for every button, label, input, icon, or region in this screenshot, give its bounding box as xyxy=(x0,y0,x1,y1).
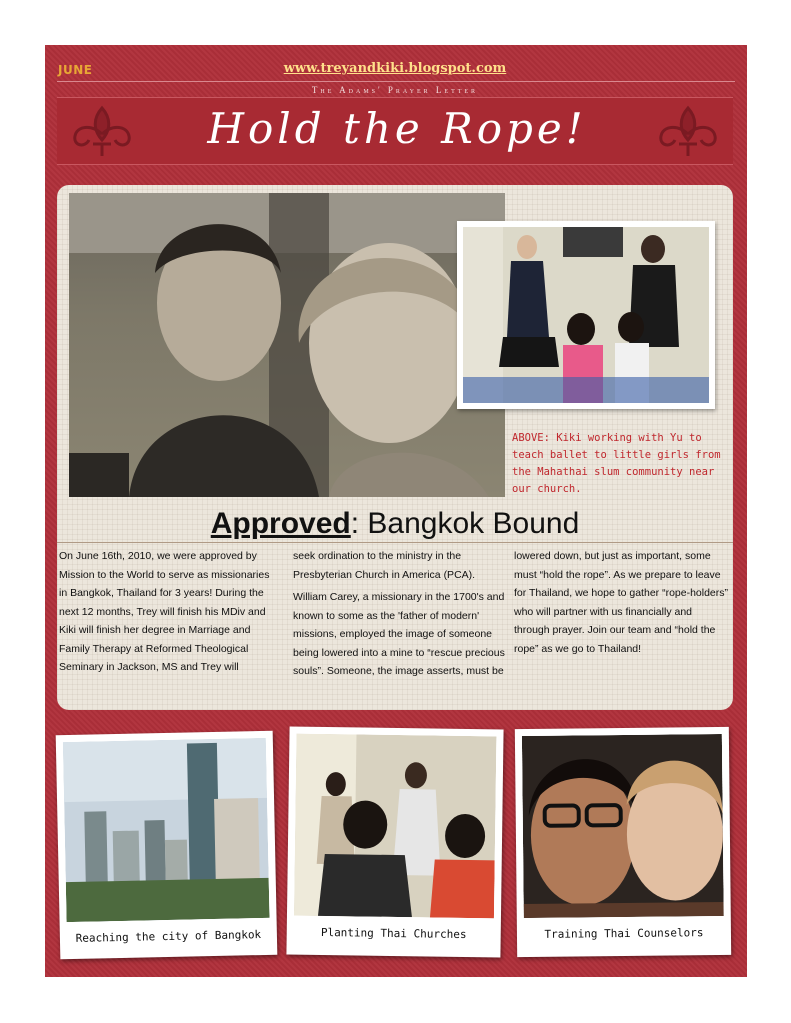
fleur-de-lis-icon xyxy=(653,104,723,160)
polaroid-counselors xyxy=(515,727,731,957)
main-panel xyxy=(57,185,733,710)
photo-caption: ABOVE: Kiki working with Yu to teach ballet to little girls from the Mahathai slum community near our church. xyxy=(512,432,721,495)
worship-band-photo xyxy=(294,734,497,919)
article-paragraph: William Carey, a missionary in the 1700's and known to some as the 'father of modern' missions, employed the image of someone being lowered into a mine to “rescue precious souls”. Someone, the image asserts, must be xyxy=(293,591,505,677)
polaroid-bangkok xyxy=(56,731,278,959)
polaroid-caption: Planting Thai Churches xyxy=(320,925,467,942)
polaroid-caption: Training Thai Counselors xyxy=(544,926,704,941)
headline-divider xyxy=(57,542,733,543)
polaroid-caption: Reaching the city of Bangkok xyxy=(75,928,262,945)
article-paragraph: seek ordination to the ministry in the Presbyterian Church in America (PCA). xyxy=(293,550,476,581)
polaroid-churches xyxy=(286,727,503,958)
blog-url-link[interactable]: www.treyandkiki.blogspot.com xyxy=(283,61,507,76)
article-column-1 xyxy=(59,547,274,677)
counselors-photo xyxy=(522,734,724,918)
headline-rest: : Bangkok Bound xyxy=(350,507,580,540)
newsletter-title: Hold the Rope! xyxy=(207,104,587,153)
article-paragraph: On June 16th, 2010, we were approved by Mission to the World to serve as missionaries in Bangkok, Thailand for 3 years! During the next 12 months, Trey will finish his MDiv and Kiki will finish her degree in Marriage and Family Therapy at Reformed Theological Seminary in Jackson, MS and Trey will xyxy=(59,550,270,673)
article-column-2 xyxy=(293,547,508,681)
header-divider xyxy=(57,81,735,82)
article-column-3 xyxy=(514,547,729,658)
article-headline xyxy=(57,507,733,541)
headline-bold: Approved xyxy=(210,507,351,540)
couple-photo xyxy=(69,193,505,497)
title-banner xyxy=(57,97,733,165)
article-paragraph: lowered down, but just as important, some must “hold the rope”. As we prepare to leave for Thailand, we hope to gather “rope-holders” who will partner with us financially and through prayer. Join our team and “hold the rope” as we go to Thailand! xyxy=(514,550,729,655)
letter-subtitle: The Adams' Prayer Letter xyxy=(311,85,479,95)
ballet-photo xyxy=(457,221,715,409)
bangkok-skyline-photo xyxy=(63,738,270,922)
fleur-de-lis-icon xyxy=(67,104,137,160)
month-label: JUNE xyxy=(58,63,93,77)
prayer-letter-page xyxy=(45,45,747,977)
